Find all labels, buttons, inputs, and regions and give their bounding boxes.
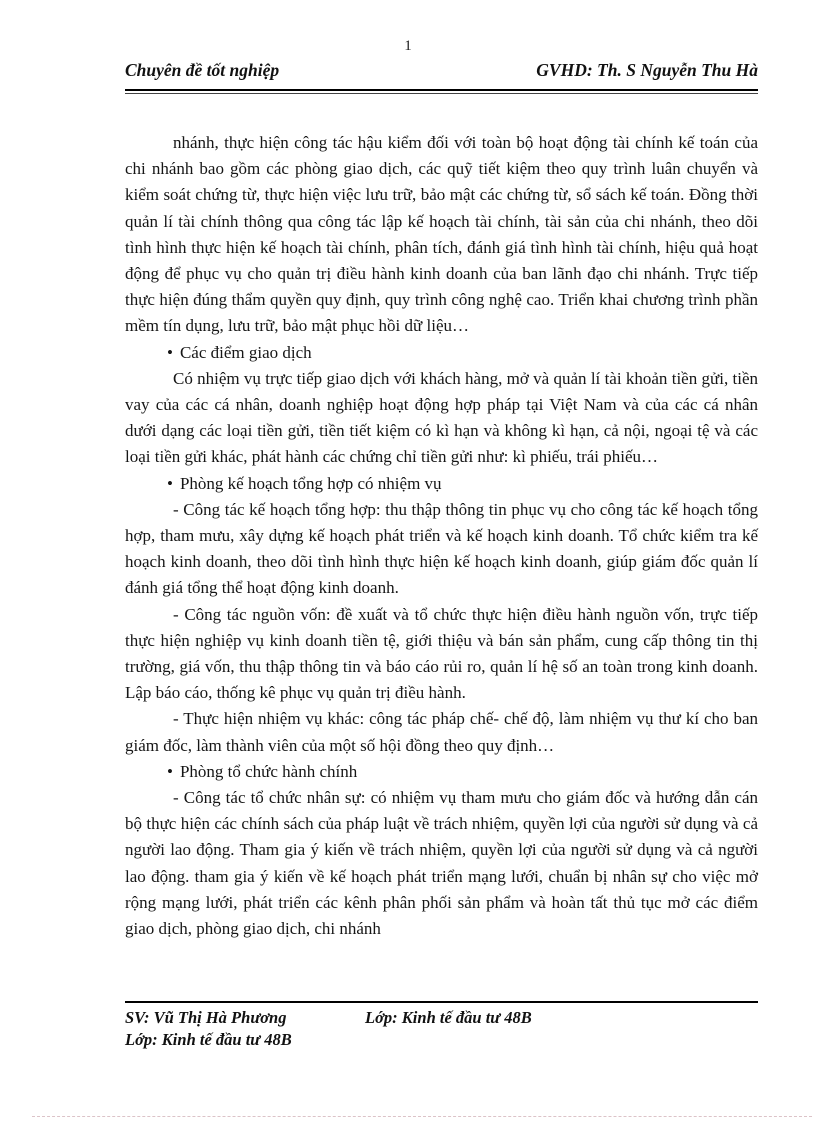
paragraph-hr-organization: - Công tác tổ chức nhân sự: có nhiệm vụ tham mưu cho giám đốc và hướng dẫn cán bộ thực hiện các chính sách của pháp luật về trách nhiệm, quyền lợi của người sử dụng và cả người lao động. Tham gia ý kiến về trách nhiệm, quyền lợi của người sử dụng và cả người lao động. tham gia ý kiến về kế hoạch phát triển mạng lưới, chuẩn bị nhân sự cho việc mở rộng mạng lưới, phát triển các kênh phân phối sản phẩm và hoàn tất thủ tục mở các điểm giao dịch, phòng giao dịch, chi nhánh	[125, 788, 758, 939]
bullet-icon: •	[167, 342, 173, 362]
bullet-item-admin-dept	[125, 759, 758, 785]
header-supervisor: GVHD: Th. S Nguyễn Thu Hà	[536, 60, 758, 80]
paragraph-general-planning: - Công tác kế hoạch tổng hợp: thu thập thông tin phục vụ cho công tác kế hoạch tổng hợp, tham mưu, xây dựng kế hoạch phát triển và kế hoạch kinh doanh. Tổ chức kiểm tra kế hoạch kinh doanh, theo dõi tình hình thực hiện kế hoạch kinh doanh, giúp giám đốc quản lí đánh giá tổng thể hoạt động kinh doanh.	[125, 499, 758, 598]
footer-row-2	[125, 1029, 758, 1051]
bullet-item-label: Phòng kế hoạch tổng hợp có nhiệm vụ	[179, 473, 442, 493]
bullet-item-label: Phòng tổ chức hành chính	[179, 761, 358, 781]
footer-student-name: SV: Vũ Thị Hà Phương	[125, 1008, 287, 1027]
bullet-item-transaction-points	[125, 340, 758, 366]
paragraph-transaction-duties: Có nhiệm vụ trực tiếp giao dịch với khách hàng, mở và quản lí tài khoản tiền gửi, tiền vay của các cá nhân, doanh nghiệp hoạt động hợp pháp tại Việt Nam và của các cá nhân dưới dạng các loại tiền gửi, tiền tiết kiệm có kì hạn và không kì hạn, cả nội, ngoại tệ và các loại tiền gửi khác, phát hành các chứng chỉ tiền gửi như: kì phiếu, trái phiếu…	[125, 368, 758, 467]
document-body	[125, 130, 758, 942]
paragraph-finance-audit: nhánh, thực hiện công tác hậu kiểm đối với toàn bộ hoạt động tài chính kế toán của chi nhánh bao gồm các phòng giao dịch, các quỹ tiết kiệm theo quy trình luân chuyển và kiểm soát chứng từ, thực hiện việc lưu trữ, bảo mật các chứng từ, sổ sách kế toán. Đồng thời quản lí tài chính thông qua công tác lập kế hoạch tài chính, tài sản của chi nhánh, theo dõi tình hình thực hiện kế hoạch tài chính, phân tích, đánh giá tình hình tài chính, hiệu quả hoạt động để phục vụ cho quản trị điều hành kinh doanh của ban lãnh đạo chi nhánh. Trực tiếp thực hiện đúng thẩm quyền quy định, quy trình công nghệ cao. Triển khai chương trình phần mềm tín dụng, lưu trữ, bảo mật phục hồi dữ liệu…	[125, 133, 758, 336]
page-bottom-guide-line	[32, 1116, 812, 1117]
footer-class-right: Lớp: Kinh tế đầu tư 48B	[365, 1008, 532, 1027]
paragraph-other-duties: - Thực hiện nhiệm vụ khác: công tác pháp chế- chế độ, làm nhiệm vụ thư kí cho ban giám đốc, làm thành viên của một số hội đồng theo quy định…	[125, 709, 758, 755]
footer-class-bottom: Lớp: Kinh tế đầu tư 48B	[125, 1030, 292, 1049]
paragraph-capital-source: - Công tác nguồn vốn: đề xuất và tổ chức thực hiện điều hành nguồn vốn, trực tiếp thực hiện nghiệp vụ kinh doanh tiền tệ, giới thiệu và bán sản phẩm, cung cấp thông tin thị trường, giá vốn, thu thập thông tin và báo cáo rủi ro, quản lí hệ số an toàn trong kinh doanh. Lập báo cáo, thống kê phục vụ quản trị điều hành.	[125, 604, 758, 703]
bullet-item-label: Các điểm giao dịch	[179, 342, 312, 362]
page-footer	[125, 1001, 758, 1051]
header-divider	[125, 89, 758, 94]
header-course-title: Chuyên đề tốt nghiệp	[125, 60, 280, 80]
bullet-icon: •	[167, 473, 173, 493]
bullet-icon: •	[167, 761, 173, 781]
page-number: 1	[404, 38, 412, 54]
footer-row-1	[125, 1007, 758, 1029]
page-header	[125, 60, 758, 81]
bullet-item-planning-dept	[125, 471, 758, 497]
